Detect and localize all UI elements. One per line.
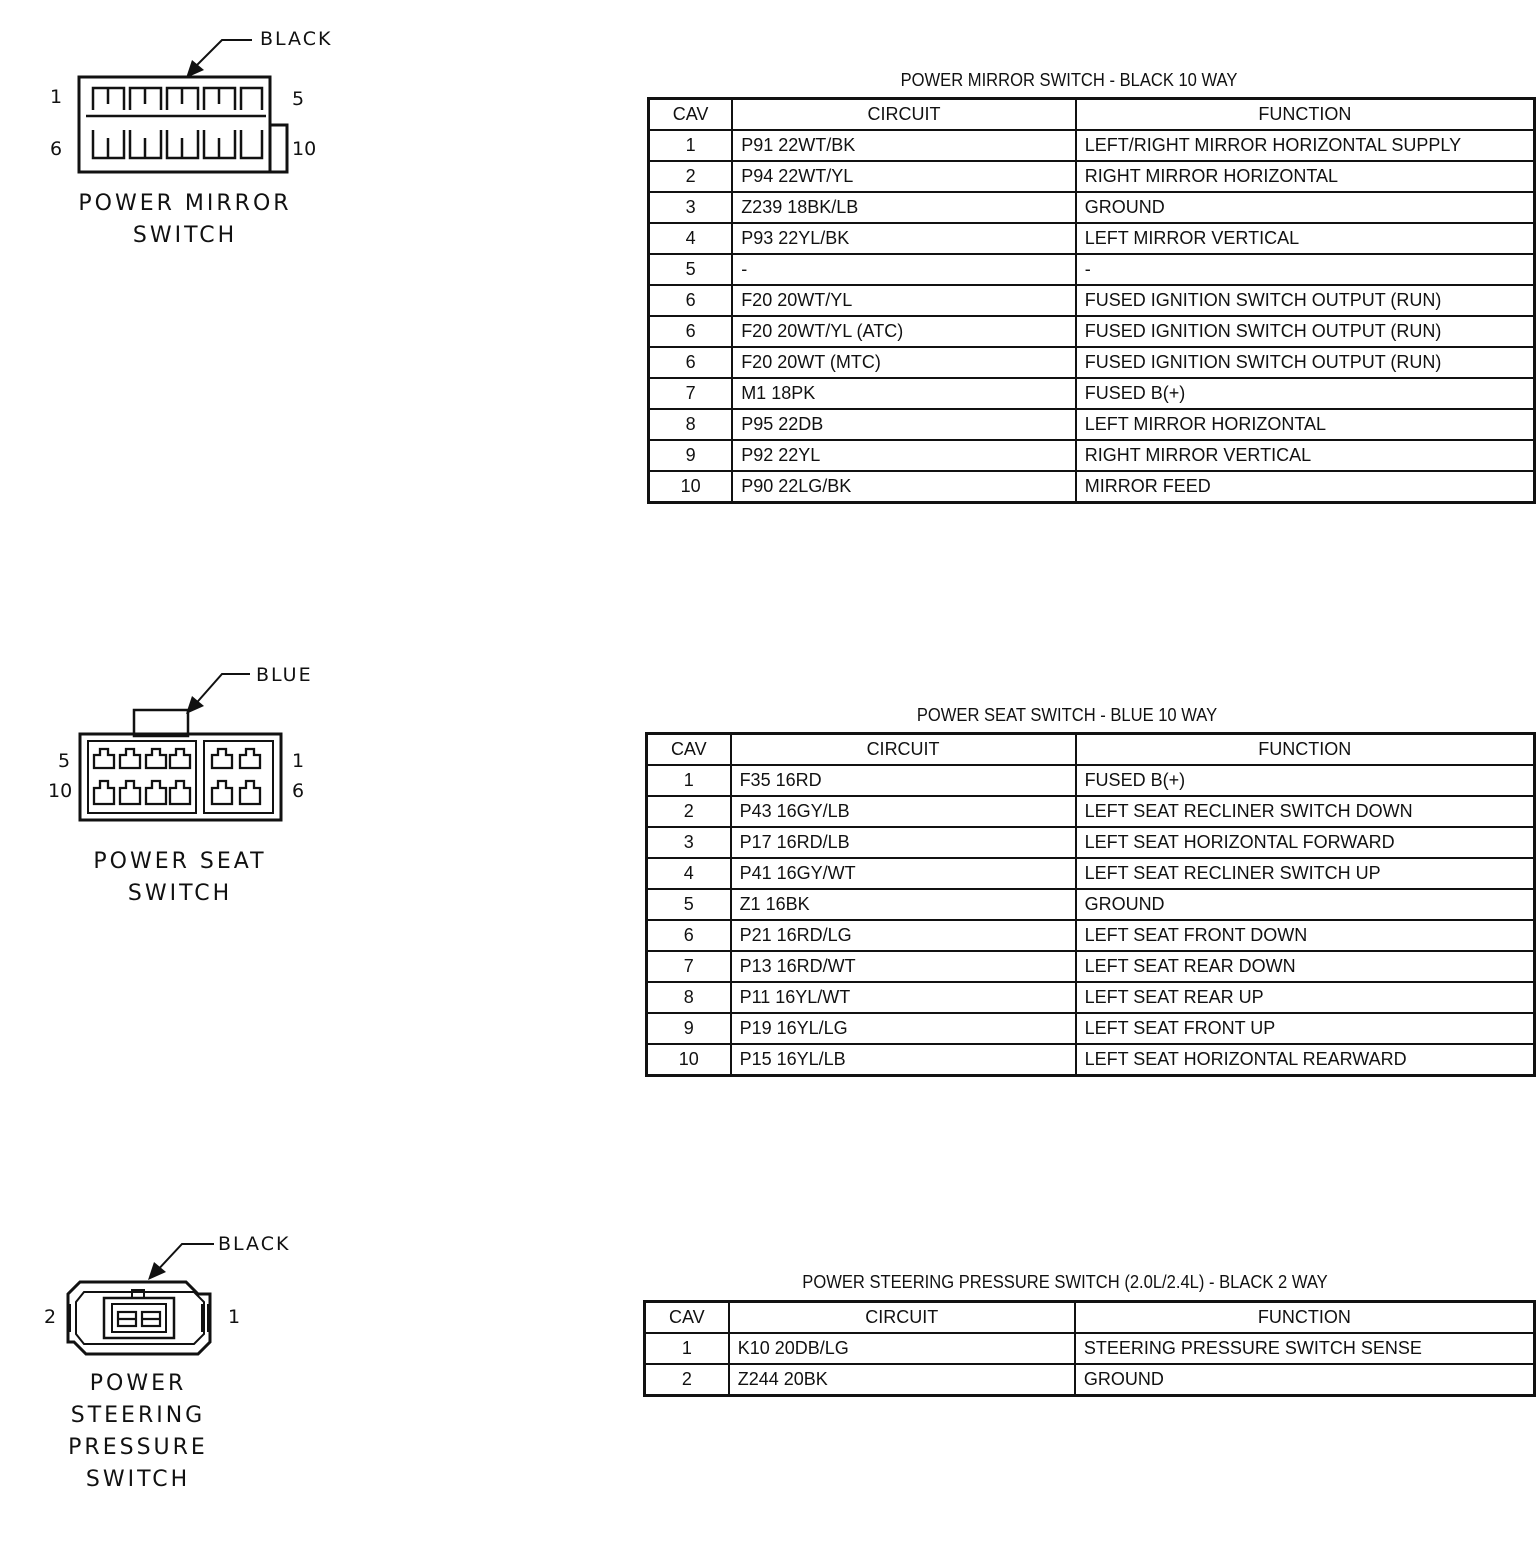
cell-circuit: K10 20DB/LG [729, 1333, 1075, 1364]
column-header-cav: CAV [645, 1302, 729, 1334]
cell-circuit: P95 22DB [732, 409, 1076, 440]
cell-cav: 9 [649, 440, 733, 471]
column-header-circuit: CIRCUIT [731, 734, 1076, 766]
column-header-function: FUNCTION [1076, 99, 1535, 131]
cell-function: LEFT/RIGHT MIRROR HORIZONTAL SUPPLY [1076, 130, 1535, 161]
cell-circuit: P93 22YL/BK [732, 223, 1076, 254]
cell-circuit: P43 16GY/LB [731, 796, 1076, 827]
cell-function: LEFT MIRROR HORIZONTAL [1076, 409, 1535, 440]
table-row [647, 920, 1535, 951]
cell-cav: 2 [647, 796, 731, 827]
cell-function: GROUND [1075, 1364, 1535, 1396]
steering-pin-2: 2 [44, 1306, 57, 1328]
column-header-cav: CAV [647, 734, 731, 766]
table-row [649, 409, 1535, 440]
steering-connector-label [18, 1368, 258, 1496]
seat-connector-label [55, 846, 305, 910]
table-row [649, 285, 1535, 316]
cell-circuit: P41 16GY/WT [731, 858, 1076, 889]
seat-connector-diagram [0, 650, 360, 920]
steering-label-line2: STEERING [70, 1403, 206, 1428]
cell-function: FUSED B(+) [1076, 765, 1535, 796]
cell-function: FUSED IGNITION SWITCH OUTPUT (RUN) [1076, 285, 1535, 316]
mirror-pin-1: 1 [50, 86, 63, 108]
cell-circuit: P17 16RD/LB [731, 827, 1076, 858]
table-header-row [649, 99, 1535, 131]
cell-circuit: M1 18PK [732, 378, 1076, 409]
cell-cav: 6 [649, 347, 733, 378]
steering-color-tag: BLACK [218, 1233, 291, 1255]
cell-function: LEFT SEAT REAR UP [1076, 982, 1535, 1013]
cell-cav: 3 [649, 192, 733, 223]
cell-cav: 6 [649, 285, 733, 316]
cell-function: - [1076, 254, 1535, 285]
table-row [649, 347, 1535, 378]
table-row [647, 982, 1535, 1013]
mirror-pin-10: 10 [292, 138, 317, 160]
cell-cav: 6 [649, 316, 733, 347]
table-row [645, 1333, 1535, 1364]
table-row [647, 827, 1535, 858]
cell-circuit: F20 20WT/YL (ATC) [732, 316, 1076, 347]
cell-cav: 9 [647, 1013, 731, 1044]
cell-cav: 10 [649, 471, 733, 503]
cell-function: LEFT SEAT FRONT UP [1076, 1013, 1535, 1044]
cell-function: FUSED IGNITION SWITCH OUTPUT (RUN) [1076, 316, 1535, 347]
cell-function: RIGHT MIRROR HORIZONTAL [1076, 161, 1535, 192]
table-row [649, 130, 1535, 161]
cell-circuit: - [732, 254, 1076, 285]
seat-pin-5: 5 [58, 750, 71, 772]
seat-label-line2: SWITCH [127, 881, 233, 906]
table-row [649, 192, 1535, 223]
cell-circuit: F20 20WT (MTC) [732, 347, 1076, 378]
cell-function: FUSED B(+) [1076, 378, 1535, 409]
cell-cav: 10 [647, 1044, 731, 1076]
cell-function: GROUND [1076, 889, 1535, 920]
cell-function: LEFT MIRROR VERTICAL [1076, 223, 1535, 254]
cell-function: LEFT SEAT HORIZONTAL REARWARD [1076, 1044, 1535, 1076]
cell-circuit: P92 22YL [732, 440, 1076, 471]
cell-cav: 2 [649, 161, 733, 192]
cell-function: LEFT SEAT FRONT DOWN [1076, 920, 1535, 951]
cell-circuit: Z239 18BK/LB [732, 192, 1076, 223]
cell-function: LEFT SEAT HORIZONTAL FORWARD [1076, 827, 1535, 858]
cell-cav: 1 [645, 1333, 729, 1364]
cell-cav: 4 [649, 223, 733, 254]
column-header-cav: CAV [649, 99, 733, 131]
cell-function: RIGHT MIRROR VERTICAL [1076, 440, 1535, 471]
column-header-function: FUNCTION [1075, 1302, 1535, 1334]
cell-cav: 2 [645, 1364, 729, 1396]
cell-circuit: P19 16YL/LG [731, 1013, 1076, 1044]
cell-cav: 8 [647, 982, 731, 1013]
column-header-circuit: CIRCUIT [729, 1302, 1075, 1334]
table-row [647, 858, 1535, 889]
cell-function: FUSED IGNITION SWITCH OUTPUT (RUN) [1076, 347, 1535, 378]
cell-circuit: P94 22WT/YL [732, 161, 1076, 192]
steering-pinout-table [643, 1300, 1536, 1397]
cell-circuit: P90 22LG/BK [732, 471, 1076, 503]
cell-cav: 6 [647, 920, 731, 951]
cell-circuit: Z1 16BK [731, 889, 1076, 920]
seat-label-line1: POWER SEAT [93, 849, 267, 874]
steering-connector-diagram [0, 1220, 340, 1510]
cell-circuit: F20 20WT/YL [732, 285, 1076, 316]
column-header-circuit: CIRCUIT [732, 99, 1076, 131]
cell-circuit: P13 16RD/WT [731, 951, 1076, 982]
table-row [647, 796, 1535, 827]
table-row [649, 378, 1535, 409]
table-row [647, 889, 1535, 920]
cell-function: GROUND [1076, 192, 1535, 223]
table-header-row [645, 1302, 1535, 1334]
cell-cav: 1 [647, 765, 731, 796]
cell-circuit: P91 22WT/BK [732, 130, 1076, 161]
cell-cav: 5 [649, 254, 733, 285]
table-row [649, 254, 1535, 285]
cell-circuit: P15 16YL/LB [731, 1044, 1076, 1076]
seat-pin-1: 1 [292, 750, 305, 772]
steering-label-line3: PRESSURE [68, 1435, 208, 1460]
cell-circuit: P11 16YL/WT [731, 982, 1076, 1013]
table-row [649, 316, 1535, 347]
cell-cav: 4 [647, 858, 731, 889]
mirror-pin-5: 5 [292, 88, 305, 110]
mirror-color-tag: BLACK [260, 28, 333, 50]
table-row [649, 440, 1535, 471]
cell-circuit: Z244 20BK [729, 1364, 1075, 1396]
table-row [649, 223, 1535, 254]
cell-function: MIRROR FEED [1076, 471, 1535, 503]
cell-cav: 3 [647, 827, 731, 858]
table-row [649, 471, 1535, 503]
cell-cav: 1 [649, 130, 733, 161]
cell-function: LEFT SEAT RECLINER SWITCH DOWN [1076, 796, 1535, 827]
table-row [645, 1364, 1535, 1396]
steering-pin-1: 1 [228, 1306, 241, 1328]
mirror-label-line2: SWITCH [132, 223, 238, 248]
table-row [647, 1044, 1535, 1076]
cell-function: STEERING PRESSURE SWITCH SENSE [1075, 1333, 1535, 1364]
cell-cav: 5 [647, 889, 731, 920]
mirror-connector-label [60, 188, 310, 252]
seat-pin-6: 6 [292, 780, 305, 802]
mirror-pin-6: 6 [50, 138, 63, 160]
steering-table-title: POWER STEERING PRESSURE SWITCH (2.0L/2.4L) - BLACK 2 WAY [802, 1272, 1328, 1292]
mirror-table-title: POWER MIRROR SWITCH - BLACK 10 WAY [900, 70, 1238, 90]
cell-cav: 7 [649, 378, 733, 409]
seat-color-tag: BLUE [256, 664, 313, 686]
seat-pinout-table [645, 732, 1536, 1077]
mirror-connector-diagram [0, 0, 360, 260]
table-header-row [647, 734, 1535, 766]
steering-label-line4: SWITCH [85, 1467, 191, 1492]
cell-circuit: F35 16RD [731, 765, 1076, 796]
cell-function: LEFT SEAT RECLINER SWITCH UP [1076, 858, 1535, 889]
table-row [647, 765, 1535, 796]
cell-circuit: P21 16RD/LG [731, 920, 1076, 951]
seat-pin-10: 10 [48, 780, 73, 802]
steering-label-line1: POWER [89, 1371, 187, 1396]
cell-cav: 7 [647, 951, 731, 982]
seat-table-title: POWER SEAT SWITCH - BLUE 10 WAY [916, 705, 1218, 725]
mirror-label-line1: POWER MIRROR [78, 191, 292, 216]
column-header-function: FUNCTION [1076, 734, 1535, 766]
table-row [647, 1013, 1535, 1044]
mirror-pinout-table [647, 97, 1536, 504]
cell-cav: 8 [649, 409, 733, 440]
table-row [649, 161, 1535, 192]
table-row [647, 951, 1535, 982]
cell-function: LEFT SEAT REAR DOWN [1076, 951, 1535, 982]
